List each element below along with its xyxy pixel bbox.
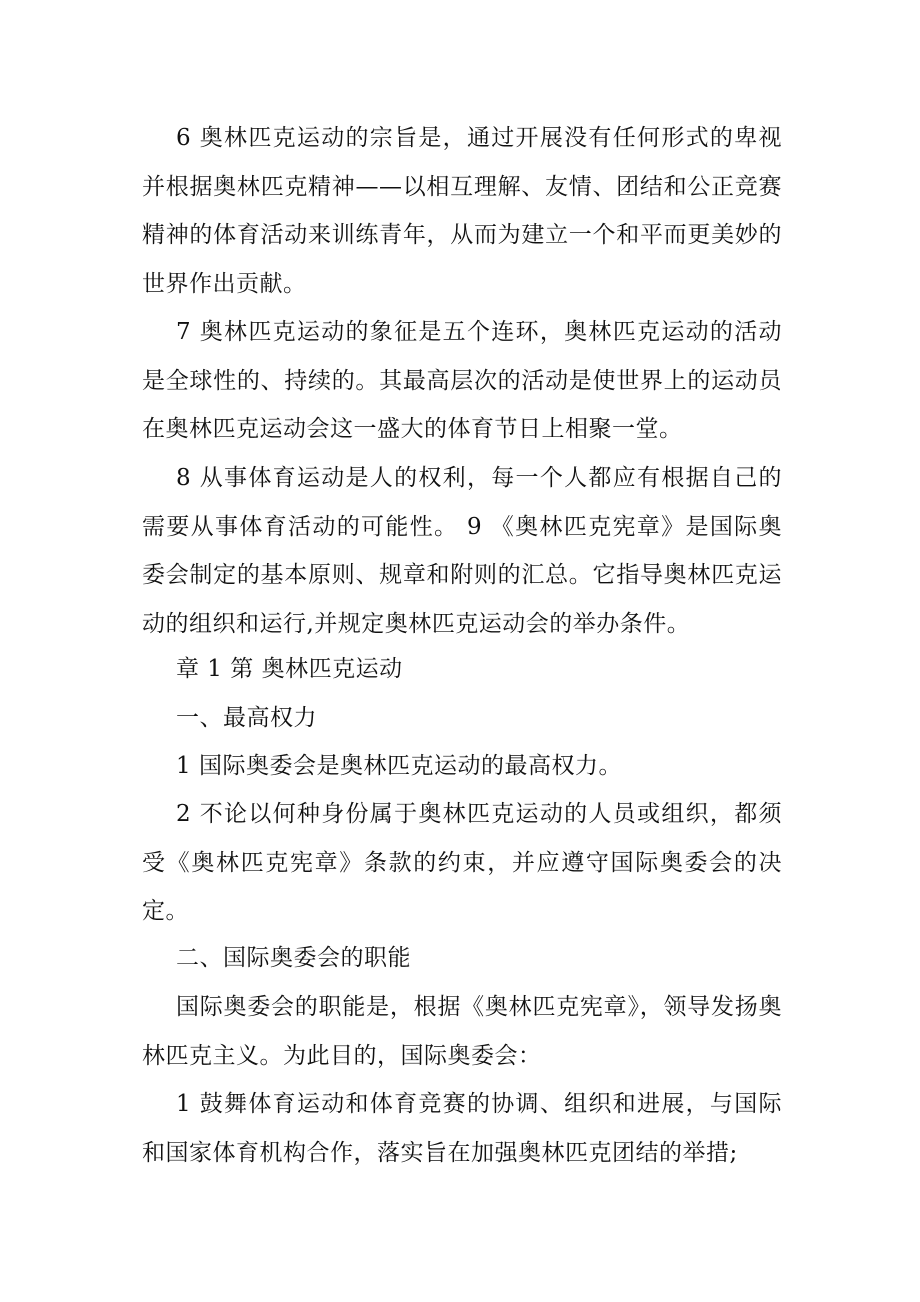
section-heading-supreme-authority: 一、最高权力 [176,705,317,731]
paragraph-authority-1: 1 国际奥委会是奥林匹克运动的最高权力。 [176,753,622,779]
paragraph-function-1: 1 鼓舞体育运动和体育竞赛的协调、组织和进展，与国际和国家体育机构合作，落实旨在加强奥林匹克团结的举措; [142,1091,782,1166]
paragraph-ioc-functions-intro: 国际奥委会的职能是，根据《奥林匹克宪章》，领导发扬奥林匹克主义。为此目的，国际奥委会： [142,994,782,1069]
paragraph-8-9-rights-charter: 8 从事体育运动是人的权利，每一个人都应有根据自己的需要从事体育活动的可能性。 9 《奥林匹克宪章》是国际奥委会制定的基本原则、规章和附则的汇总。它指导奥林匹克运动的组织和运行,并规定奥林匹克运动会的举办条件。 [142,465,782,637]
paragraph-7-symbol: 7 奥林匹克运动的象征是五个连环，奥林匹克运动的活动是全球性的、持续的。其最高层次的活动是使世界上的运动员在奥林匹克运动会这一盛大的体育节日上相聚一堂。 [142,319,782,442]
chapter-heading: 章 1 第 奥林匹克运动 [176,656,403,682]
section-heading-ioc-functions: 二、国际奥委会的职能 [176,945,411,971]
paragraph-6-purpose: 6 奥林匹克运动的宗旨是，通过开展没有任何形式的卑视并根据奥林匹克精神——以相互理解、友情、团结和公正竞赛精神的体育活动来训练青年，从而为建立一个和平而更美妙的世界作出贡献。 [142,125,782,297]
paragraph-authority-2: 2 不论以何种身份属于奥林匹克运动的人员或组织，都须受《奥林匹克宪章》条款的约束，并应遵守国际奥委会的决定。 [142,801,782,924]
